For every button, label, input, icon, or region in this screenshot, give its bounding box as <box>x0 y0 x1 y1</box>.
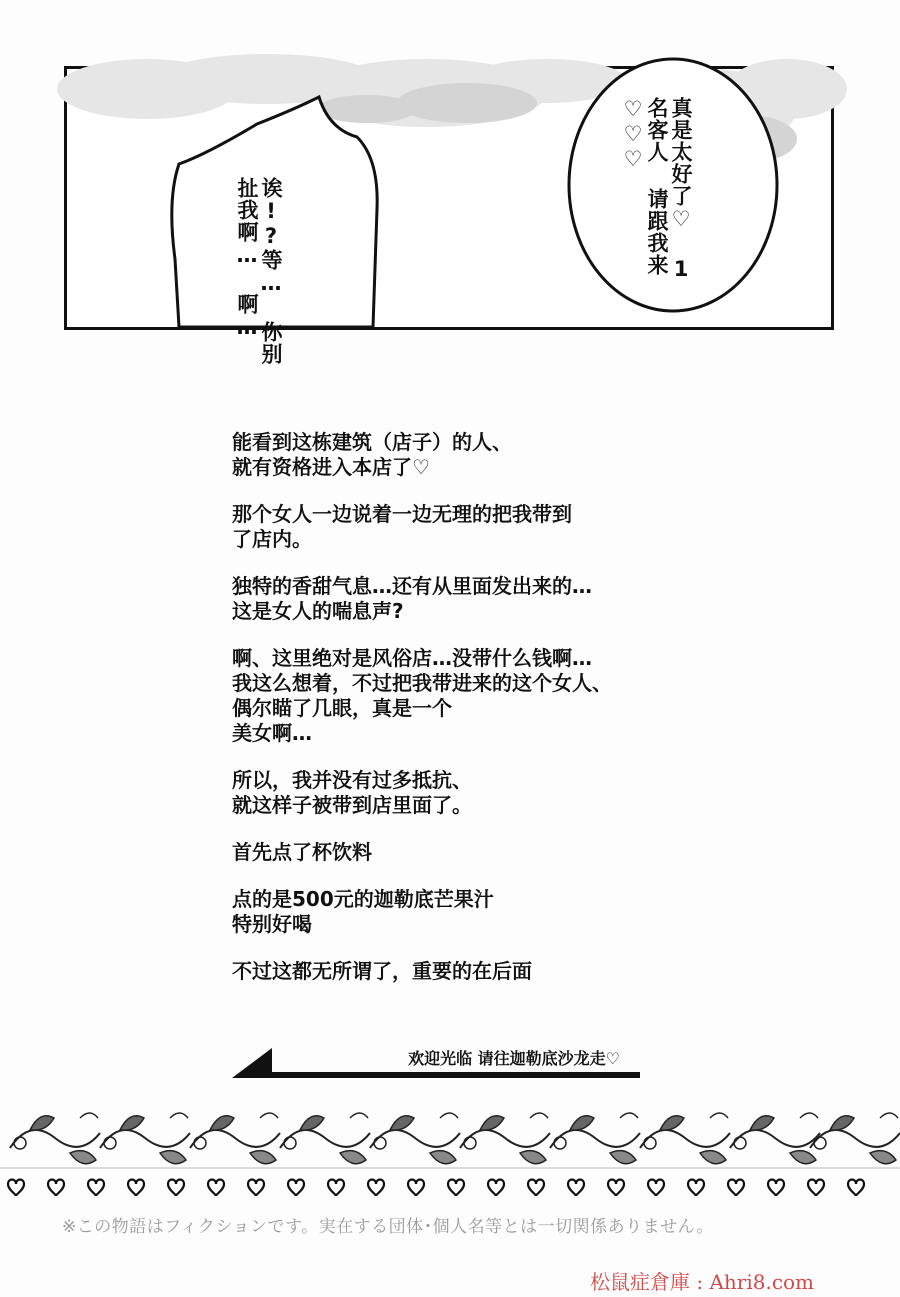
speech-left-line: 你别扯我啊… <box>235 177 283 365</box>
paragraph <box>232 646 692 746</box>
text-line: 就有资格进入本店了♡ <box>232 455 430 479</box>
text-line: 独特的香甜气息…还有从里面发出来的… <box>232 574 592 598</box>
text-line: 就这样子被带到店里面了。 <box>232 793 472 817</box>
watermark: 松鼠症倉庫 : Ahri8.com <box>590 1270 815 1294</box>
speech-text-left <box>235 177 283 377</box>
narrative-text <box>232 430 692 1006</box>
text-line: 了店内。 <box>232 527 312 551</box>
chapter-banner <box>232 1040 640 1080</box>
speech-right-line: 请跟我来♡♡♡ <box>621 97 669 276</box>
text-line: 美女啊… <box>232 721 312 745</box>
paragraph <box>232 768 692 818</box>
text-line: 我这么想着，不过把我带进来的这个女人、 <box>232 671 612 695</box>
fiction-disclaimer: ※この物語はフィクションです。実在する団体･個人名等とは一切関係ありません。 <box>62 1217 714 1237</box>
text-line: 所以，我并没有过多抵抗、 <box>232 768 472 792</box>
speech-right-line: 1名客人 <box>645 97 693 282</box>
speech-text-right <box>621 97 693 287</box>
text-line: 首先点了杯饮料 <box>232 840 372 864</box>
panel-artwork <box>67 69 831 327</box>
text-line: 那个女人一边说着一边无理的把我带到 <box>232 502 572 526</box>
text-line: 点的是500元的迦勒底芒果汁 <box>232 887 494 911</box>
paragraph <box>232 502 692 552</box>
speech-left-line: 啊… <box>235 293 259 340</box>
speech-left-line: 诶!?等… <box>259 177 283 296</box>
paragraph <box>232 887 692 937</box>
manga-panel <box>64 66 834 365</box>
paragraph <box>232 840 692 865</box>
text-line: 这是女人的喘息声? <box>232 599 404 623</box>
text-line: 能看到这栋建筑（店子）的人、 <box>232 430 512 454</box>
text-line: 特别好喝 <box>232 912 312 936</box>
text-line: 啊、这里绝对是风俗店…没带什么钱啊… <box>232 646 592 670</box>
speech-right-line: 真是太好了♡ <box>669 97 693 232</box>
paragraph <box>232 574 692 624</box>
banner-text: 欢迎光临 请往迦勒底沙龙走♡ <box>408 1049 620 1068</box>
text-line: 偶尔瞄了几眼，真是一个 <box>232 696 452 720</box>
paragraph <box>232 430 692 480</box>
paragraph <box>232 959 692 984</box>
vine-heart-ornament <box>0 1098 900 1208</box>
text-line: 不过这都无所谓了，重要的在后面 <box>232 959 532 983</box>
